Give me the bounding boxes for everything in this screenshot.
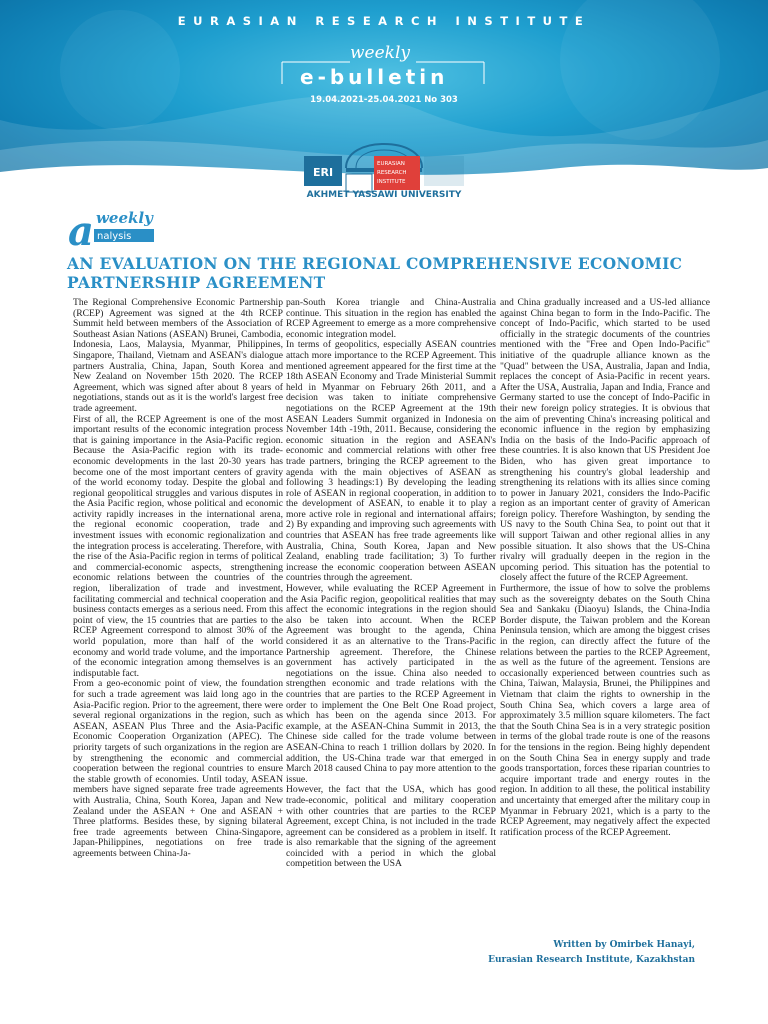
logo-weekly: weekly	[96, 209, 153, 227]
article-paragraph: and China gradually increased and a US-led alliance against China began to form in the Indo-Pacific. The concept of Indo-Pacific, which started to be used officially in the strategic documents of the countries mentioned with the "Free and Open Indo-Pacific" initiative of the quadruple alliance known as the "Quad" between the USA, Australia, Japan and India, replaces the concept of Asia-Pacific in recent years. After the USA, Australia, Japan and India, France and Germany started to use the concept of Indo-Pacific in their new foreign policy strategies. It is obvious that the aim of preventing China's increasing political and economic influence in the region by emphasizing India on the basis of the Indo-Pacific approach of these countries. It is also known that US President Joe Biden, who has given great importance to strengthening his country's global leadership and strengthening its relations with its allies since coming to power in January 2021, considers the Indo-Pacific region as an important center of gravity of American foreign policy. Therefore Washington, by sending the US navy to the South China Sea, to point out that it will support Taiwan and other regional allies in any possible situation. It also shows that the US-China rivalry will gradually deepen in the region in the upcoming period. This situation has the potential to closely affect the future of the RCEP Agreement.	[500, 297, 710, 584]
article-column-2	[286, 298, 496, 870]
institute-name: EURASIAN RESEARCH INSTITUTE	[177, 14, 591, 28]
logo-text-3: INSTITUTE	[377, 179, 406, 185]
article-paragraph: pan-South Korea triangle and China-Australia continue. This situation in the region has enabled the RCEP Agreement to emerge as a more comprehensive economic integration model.	[286, 297, 496, 340]
article-paragraph: First of all, the RCEP Agreement is one of the most important results of the economic integration process that is gaining importance in the Asia-Pacific region. Because the Asia-Pacific region with its trade-economic developments in the last 20-30 years has become one of the most important centers of gravity of the world economy today. Despite the global and regional geopolitical struggles and various disputes in the Asia Pacific region, whose political and economic activity rapidly increases in the international arena, the regional economic cooperation, trade and investment issues with economic regionalization and the integration process is accelerating. Therefore, with the rise of the Asia-Pacific region in terms of political and commercial-economic aspects, strengthening economic relations between the countries of the region, liberalization of trade and investment, facilitating commercial and technical cooperation and business contacts emerges as a serious need. From this point of view, the 15 countries that are parties to the RCEP Agreement correspond to almost 30% of the world population, more than half of the world economy and world trade volume, and the importance of the economic integration among themselves is an indisputable fact.	[73, 413, 283, 679]
article-paragraph: However, the fact that the USA, which has good trade-economic, political and military cooperation with other countries that are parties to the RCEP Agreement, except China, is not included in the trade agreement can be considered as a problem in itself. It is also remarkable that the signing of the agreement coincided with a period in which the global competition between the USA	[286, 784, 496, 870]
article-paragraph: In terms of geopolitics, especially ASEAN countries attach more importance to the RCEP Agreement. This mentioned agreement appeared for the first time at the 18th ASEAN Economy and Trade Ministerial Summit held in Myanmar on February 26th 2011, and a decision was taken to initiate comprehensive negotiations on the RCEP Agreement at the 19th ASEAN Leaders Summit organized in Indonesia on November 14th -19th, 2011. Because, considering the economic situation in the region and ASEAN's economic and commercial relations with other free trade partners, bringing the RCEP agreement to the agenda with the main objectives of ASEAN as following 3 headings:1) By developing the leading role of ASEAN in regional cooperation, in addition to the development of ASEAN, to enable it to play a more active role in regional and international affairs; 2) By expanding and improving such agreements with countries that ASEAN has free trade agreements like Australia, China, South Korea, Japan and New Zealand, enabling trade facilitation; 3) To further increase the economic cooperation between ASEAN countries through the agreement.	[286, 339, 496, 584]
weekly-label: weekly	[350, 43, 411, 63]
logo-abbr: ERI	[312, 166, 334, 179]
weekly-analysis-logo	[66, 203, 166, 253]
article-column-1	[73, 298, 283, 859]
article-paragraph: However, while evaluating the RCEP Agreement in the Asia Pacific region, geopolitical realities that may affect the economic integrations in the region should also be taken into account. When the RCEP Agreement was brought to the agenda, China considered it as an alternative to the Trans-Pacific Partnership agreement. Therefore, the Chinese government has actively participated in the negotiations on the issue. China also needed to strengthen economic and trade relations with the countries that are parties to the RCEP Agreement in order to implement the One Belt One Road project, which has been on the agenda since 2013. For example, at the ASEAN-China Summit in 2013, the Chinese side called for the trade volume between ASEAN-China to reach 1 trillion dollars by 2020. In addition, the US-China trade war that emerged in March 2018 caused China to pay more attention to the issue.	[286, 583, 496, 785]
bulletin-title: e-bulletin	[300, 65, 449, 89]
issue-dates: 19.04.2021-25.04.2021 No 303	[310, 95, 458, 105]
article-paragraph: From a geo-economic point of view, the foundation for such a trade agreement was laid long ago in the Asia-Pacific region. Prior to the agreement, there were several regional organizations in the region, such as ASEAN, ASEAN Plus Three and the Asia-Pacific Economic Cooperation Organization (APEC). The priority targets of such organizations in the region are by strengthening the economic and commercial cooperation between the regional countries to ensure the stable growth of economies. Until today, ASEAN members have signed separate free trade agreements with Australia, China, South Korea, Japan and New Zealand under the ASEAN + One and ASEAN + Three platforms. Besides these, by signing bilateral free trade agreements between China-Singapore, Japan-Philippines, negotiations on free trade agreements between China-Ja-	[73, 678, 283, 859]
logo-analysis: nalysis	[97, 231, 132, 242]
logo-letter-a: a	[68, 208, 94, 253]
logo-text-1: EURASIAN	[377, 161, 405, 167]
article-paragraph: The Regional Comprehensive Economic Partnership (RCEP) Agreement was signed at the 4th RCEP Summit held between members of the Association of Southeast Asian Nations (ASEAN) Brunei, Cambodia, Indonesia, Laos, Malaysia, Myanmar, Philippines, Singapore, Thailand, Vietnam and ASEAN's dialogue partners Australia, China, Japan, South Korea and New Zealand on November 15th 2020. The RCEP Agreement, which was signed after about 8 years of negotiations, stands out as it is the world's largest free trade agreement.	[73, 297, 283, 414]
article-column-3	[500, 298, 710, 838]
university-name: AKHMET YASSAWI UNIVERSITY	[306, 190, 462, 200]
author-affiliation: Eurasian Research Institute, Kazakhstan	[488, 955, 695, 965]
article-title: AN EVALUATION ON THE REGIONAL COMPREHENSIVE ECONOMIC PARTNERSHIP AGREEMENT	[67, 254, 683, 292]
article-paragraph: Furthermore, the issue of how to solve the problems such as the sovereignty debates on the South China Sea and Sankaku (Diaoyu) Islands, the China-India Border dispute, the Taiwan problem and the Korean Peninsula tension, which are among the biggest crises in the region, can directly affect the future of the relations between the parties to the RCEP Agreement, as well as the future of the agreement. Tensions are occasionally experienced between countries such as China, Taiwan, Malaysia, Brunei, the Philippines and Vietnam that claim the rights to ownership in the South China Sea, which covers a large area of approximately 3.5 million square kilometers. The fact that the South China Sea is in a very strategic position in terms of the global trade route is one of the reasons for the tensions in the region. Being highly dependent on the South China Sea in energy supply and trade goods transportation, forces these riparian countries to acquire important trade and energy routes in the region. In addition to all these, the political instability and uncertainty that emerged after the military coup in Myanmar in February 2021, which is a party to the RCEP Agreement, may negatively affect the expected ratification process of the RCEP Agreement.	[500, 583, 710, 838]
logo-text-2: RESEARCH	[377, 170, 407, 176]
author-byline: Written by Omirbek Hanayi,	[553, 940, 695, 950]
